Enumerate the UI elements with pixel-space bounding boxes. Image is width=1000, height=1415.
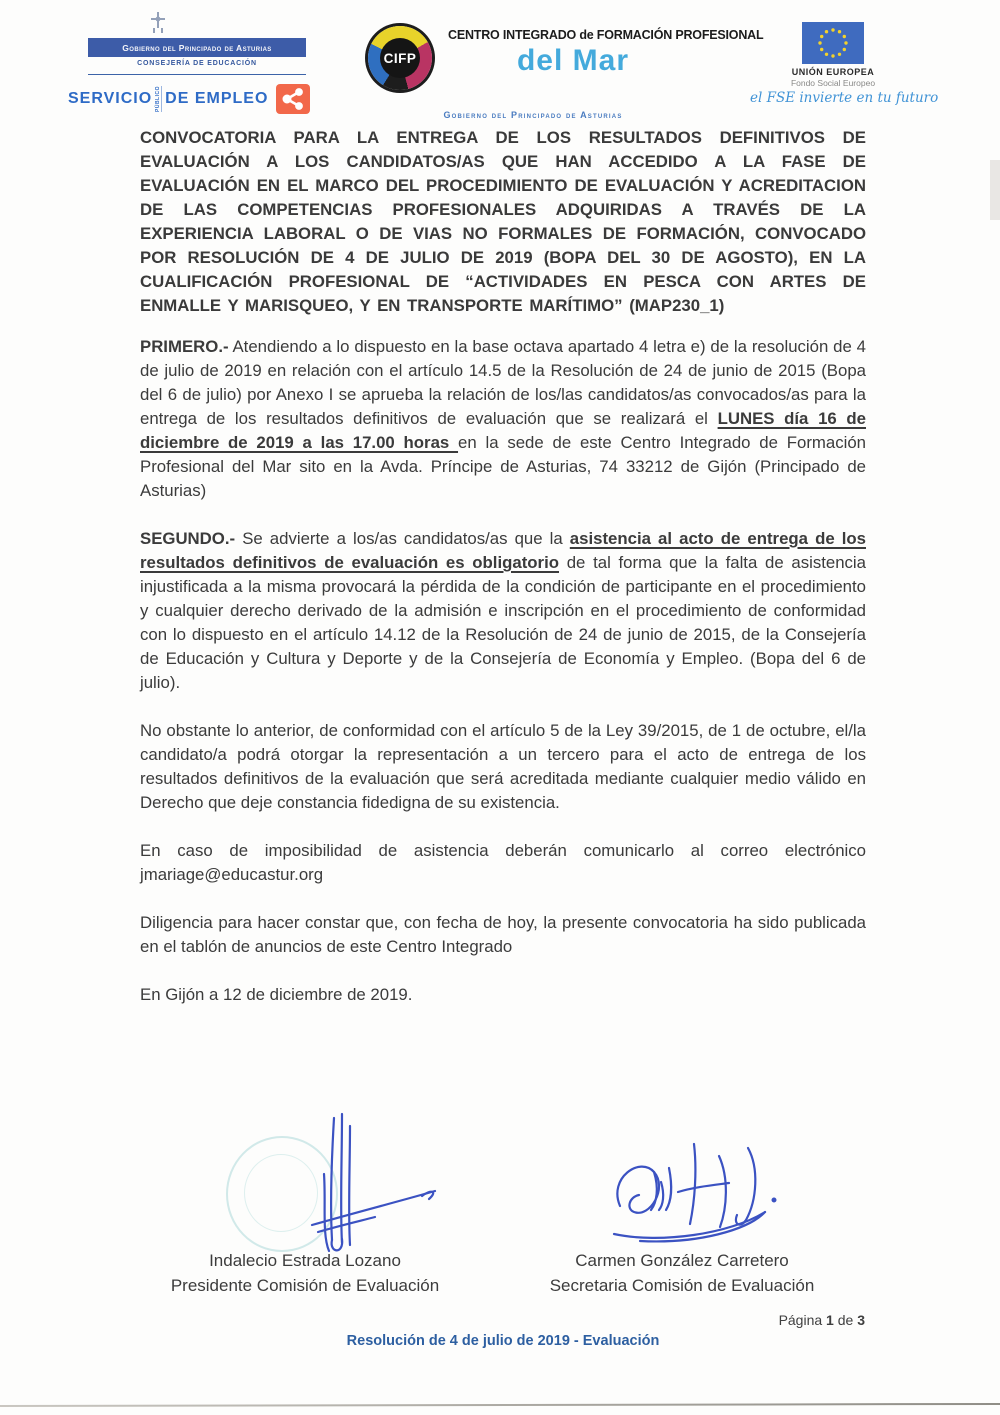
scan-artifact-right-edge (990, 160, 1000, 220)
footer-document-label: Resolución de 4 de julio de 2019 - Evaluación (346, 1333, 660, 1349)
victory-cross-icon (148, 10, 168, 38)
eu-social-fund-logo (750, 22, 939, 106)
government-banner: Gobierno del Principado de Asturias (88, 38, 306, 57)
del-mar-brand: del Mar (516, 44, 630, 77)
paragraph-primero: PRIMERO.- Atendiendo a lo dispuesto en la base octava apartado 4 letra e) de la resolución de 4 de julio de 2019 en relación con el artículo 14.5 de la Resolución de 24 de junio de 2015 (Bopa del 6 de julio) por Anexo I se aprueba la relación de los/las candidatos/as convocados/as para la entrega de los resultados definitivos de evaluación que se realizará el LUNES día 16 de diciembre de 2019 a las 17.00 horas en la sede de este Centro Integrado de Formación Profesional del Mar sito en la Avda. Príncipe de Asturias, 74 33212 de Gijón (Principado de Asturias) (140, 337, 867, 500)
eu-flag-icon (802, 22, 864, 64)
eu-slogan: el FSE invierte en tu futuro (750, 90, 939, 106)
page-number: Página 1 de 3 (778, 1312, 865, 1328)
servicio-label: SERVICIO (68, 90, 153, 107)
paragraph-no-obstante: No obstante lo anterior, de conformidad con el artículo 5 de la Ley 39/2015, de 1 de octubre, el/la candidato/a podrá otorgar la representación a un tercero para el acto de entrega de los resultados definitivos de la evaluación que será acreditada mediante cualquier medio válido en Derecho que deje constancia fidedigna de su existencia. (140, 721, 866, 812)
signature-right (598, 1138, 783, 1260)
paragraph-segundo: SEGUNDO.- Se advierte a los/as candidatos/as que la asistencia al acto de entrega de los resultados definitivos de evaluación es obligatorio de tal forma que la falta de asistencia injustificada a la misma provocará la pérdida de la condición de participante en el procedimiento y cualquier derecho derivado de la admisión e inscripción en el procedimiento de conformidad con lo dispuesto en el artículo 14.12 de la Resolución de 24 de junio de 2015, de la Consejería de Educación y Cultura y Deporte y de la Consejería de Economía y Empleo. (Bopa del 6 de julio). (140, 529, 866, 692)
paragraph-correo: En caso de imposibilidad de asistencia deberán comunicarlo al correo electrónico jmariage@educastur.org (140, 841, 866, 884)
eu-fund-label: Fondo Social Europeo (790, 78, 876, 88)
signature-left (272, 1112, 447, 1262)
cifp-text-block (448, 28, 764, 78)
paragraph-fecha: En Gijón a 12 de diciembre de 2019. (140, 985, 413, 1004)
signer-right-name: Carmen González Carretero (575, 1251, 789, 1270)
paragraph-diligencia: Diligencia para hacer constar que, con fecha de hoy, la presente convocatoria ha sido publicada en el tablón de anuncios de este Centro Integrado (140, 913, 866, 956)
publico-vertical-label: PÚBLICO (155, 86, 162, 112)
empleo-label: DE EMPLEO (165, 90, 269, 107)
cifp-circle-icon (368, 26, 432, 90)
signer-right-role: Secretaria Comisión de Evaluación (549, 1276, 815, 1295)
signer-right (512, 1248, 852, 1298)
document-body (140, 126, 866, 1031)
signer-left-role: Presidente Comisión de Evaluación (170, 1276, 440, 1295)
cifp-acronym: CIFP (380, 38, 420, 78)
document-title: CONVOCATORIA PARA LA ENTREGA DE LOS RESULTADOS DEFINITIVOS DE EVALUACIÓN A LOS CANDIDATOS/AS QUE HAN ACCEDIDO A LA FASE DE EVALUACIÓN EN EL MARCO DEL PROCEDIMIENTO DE EVALUACIÓN Y ACREDITACION DE LAS COMPETENCIAS PROFESIONALES ADQUIRIDAS A TRAVÉS DE LA EXPERIENCIA LABORAL O DE VIAS NO FORMALES DE FORMACIÓN, CONVOCADO POR RESOLUCIÓN DE 4 DE JULIO DE 2019 (BOPA DEL 30 DE AGOSTO), EN LA CUALIFICACIÓN PROFESIONAL DE “ACTIVIDADES EN PESCA CON ARTES DE ENMALLE Y MARISQUEO, Y EN TRANSPORTE MARÍTIMO” (MAP230_1) (140, 128, 866, 315)
center-government-line: Gobierno del Principado de Asturias (443, 110, 623, 120)
divider (88, 74, 306, 75)
signer-left (130, 1248, 480, 1298)
center-name-line: CENTRO INTEGRADO de FORMACIÓN PROFESIONAL (448, 28, 764, 42)
employment-share-icon (276, 84, 310, 114)
department-label: CONSEJERÍA DE EDUCACIÓN (137, 60, 257, 67)
signer-left-name: Indalecio Estrada Lozano (209, 1251, 401, 1270)
employment-service-logo (68, 84, 310, 114)
eu-union-label: UNIÓN EUROPEA (791, 67, 875, 77)
scan-artifact-bottom-line (0, 1403, 1000, 1407)
